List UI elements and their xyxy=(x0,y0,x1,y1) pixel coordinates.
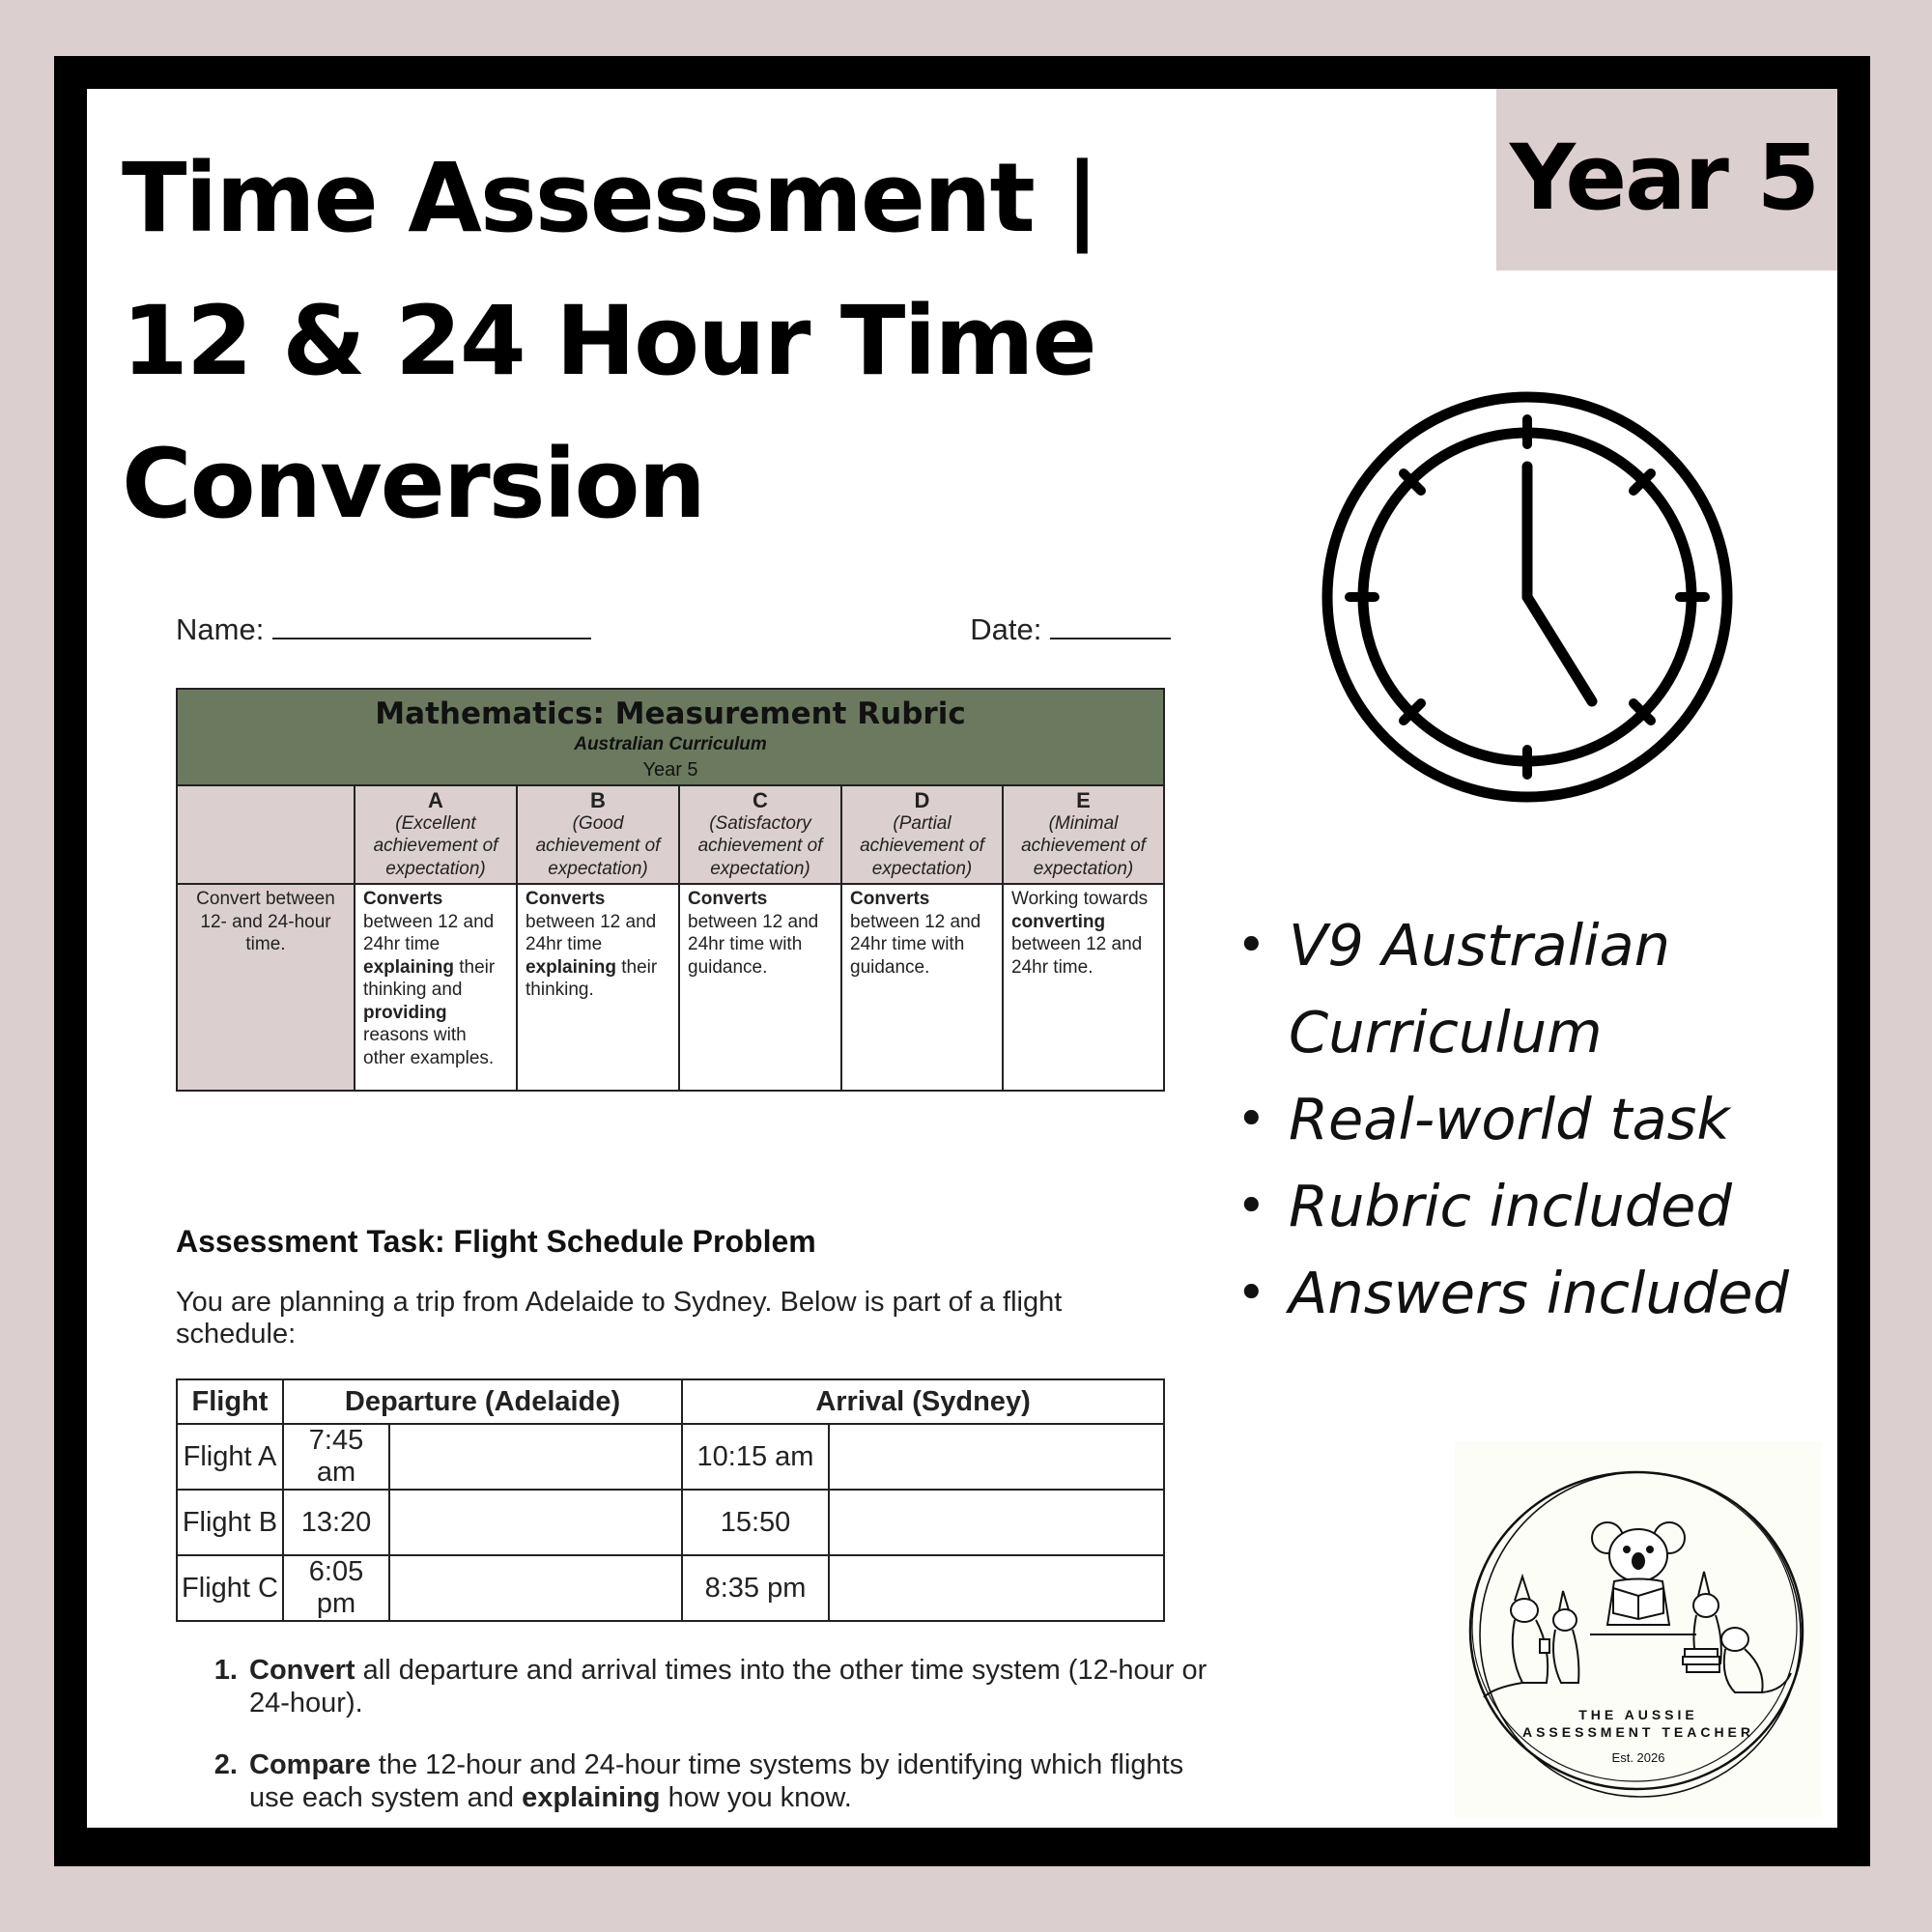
departure-cell: 7:45 am xyxy=(283,1424,389,1490)
grade-header-e: E (Minimal achievement of expectation) xyxy=(1003,785,1164,884)
table-row xyxy=(177,1490,1164,1555)
feature-item: • Answers included xyxy=(1236,1250,1791,1337)
departure-cell: 13:20 xyxy=(283,1490,389,1555)
grade-header-b: B (Good achievement of expectation) xyxy=(517,785,679,884)
feature-list xyxy=(1236,902,1791,1337)
date-label: Date: xyxy=(970,612,1042,646)
kangaroo-icon xyxy=(1484,1577,1549,1697)
task-intro: You are planning a trip from Adelaide to Sydney. Below is part of a flight schedule: xyxy=(176,1287,1063,1350)
rubric-title: Mathematics: Measurement Rubric xyxy=(375,696,966,731)
flight-cell: Flight A xyxy=(177,1424,283,1490)
year-badge-label: Year 5 xyxy=(1509,126,1818,231)
date-field xyxy=(970,611,1171,647)
rubric-year: Year 5 xyxy=(642,759,698,781)
rubric-cell-a: Converts between 12 and 24hr time explaining their thinking and providing reasons with other examples. xyxy=(355,884,517,1091)
name-date-row xyxy=(176,611,1171,659)
task-heading: Assessment Task: Flight Schedule Problem xyxy=(176,1224,816,1259)
logo-est: Est. 2026 xyxy=(1611,1750,1665,1765)
wombat-icon xyxy=(1683,1628,1791,1692)
rubric-table xyxy=(176,688,1165,1092)
page-title xyxy=(122,128,1184,556)
brand-logo xyxy=(1455,1441,1822,1818)
logo-line-1: THE AUSSIE xyxy=(1578,1707,1698,1722)
rubric-criterion: Convert between 12- and 24-hour time. xyxy=(177,884,355,1091)
question-item: 1. Convert all departure and arrival times into the other time system (12-hour or 24-hour). xyxy=(245,1654,1211,1719)
name-label: Name: xyxy=(176,612,265,646)
kangaroo-icon xyxy=(1553,1591,1578,1683)
flight-schedule-table xyxy=(176,1378,1165,1622)
rubric-cell-b: Converts between 12 and 24hr time explaining their thinking. xyxy=(517,884,679,1091)
rubric-header xyxy=(177,689,1164,785)
clock-icon xyxy=(1315,384,1740,810)
feature-item: • Rubric included xyxy=(1236,1163,1791,1250)
rubric-corner xyxy=(177,785,355,884)
feature-item: • V9 Australian Curriculum xyxy=(1236,902,1791,1076)
arrival-answer-cell xyxy=(829,1555,1164,1621)
title-line-3: Conversion xyxy=(122,429,705,540)
header-departure: Departure (Adelaide) xyxy=(283,1379,682,1424)
grade-header-a: A (Excellent achievement of expectation) xyxy=(355,785,517,884)
title-line-1: Time Assessment | xyxy=(122,143,1098,254)
flight-cell: Flight B xyxy=(177,1490,283,1555)
arrival-cell: 8:35 pm xyxy=(682,1555,829,1621)
header-flight: Flight xyxy=(177,1379,283,1424)
koala-reading-icon xyxy=(1590,1522,1696,1634)
departure-answer-cell xyxy=(389,1490,682,1555)
name-line xyxy=(272,611,591,639)
table-row xyxy=(177,1555,1164,1621)
date-line xyxy=(1050,611,1171,639)
rubric-cell-c: Converts between 12 and 24hr time with guidance. xyxy=(679,884,841,1091)
title-line-2: 12 & 24 Hour Time xyxy=(122,286,1095,397)
feature-item: • Real-world task xyxy=(1236,1076,1791,1163)
question-item: 2. Compare the 12-hour and 24-hour time systems by identifying which flights use each system and explaining how you know. xyxy=(245,1748,1211,1814)
departure-cell: 6:05 pm xyxy=(283,1555,389,1621)
grade-header-d: D (Partial achievement of expectation) xyxy=(841,785,1003,884)
year-badge xyxy=(1496,89,1837,270)
grade-header-c: C (Satisfactory achievement of expectation) xyxy=(679,785,841,884)
name-field xyxy=(176,611,591,647)
arrival-cell: 15:50 xyxy=(682,1490,829,1555)
question-list xyxy=(176,1654,1211,1828)
arrival-answer-cell xyxy=(829,1424,1164,1490)
rubric-cell-e: Working towards converting between 12 and 24hr time. xyxy=(1003,884,1164,1091)
rubric-subtitle: Australian Curriculum xyxy=(574,734,767,754)
arrival-answer-cell xyxy=(829,1490,1164,1555)
departure-answer-cell xyxy=(389,1424,682,1490)
arrival-cell: 10:15 am xyxy=(682,1424,829,1490)
departure-answer-cell xyxy=(389,1555,682,1621)
logo-line-2: ASSESSMENT TEACHER xyxy=(1521,1724,1755,1740)
flight-cell: Flight C xyxy=(177,1555,283,1621)
cover-panel xyxy=(87,89,1837,1828)
table-row xyxy=(177,1424,1164,1490)
header-arrival: Arrival (Sydney) xyxy=(682,1379,1164,1424)
rubric-cell-d: Converts between 12 and 24hr time with guidance. xyxy=(841,884,1003,1091)
